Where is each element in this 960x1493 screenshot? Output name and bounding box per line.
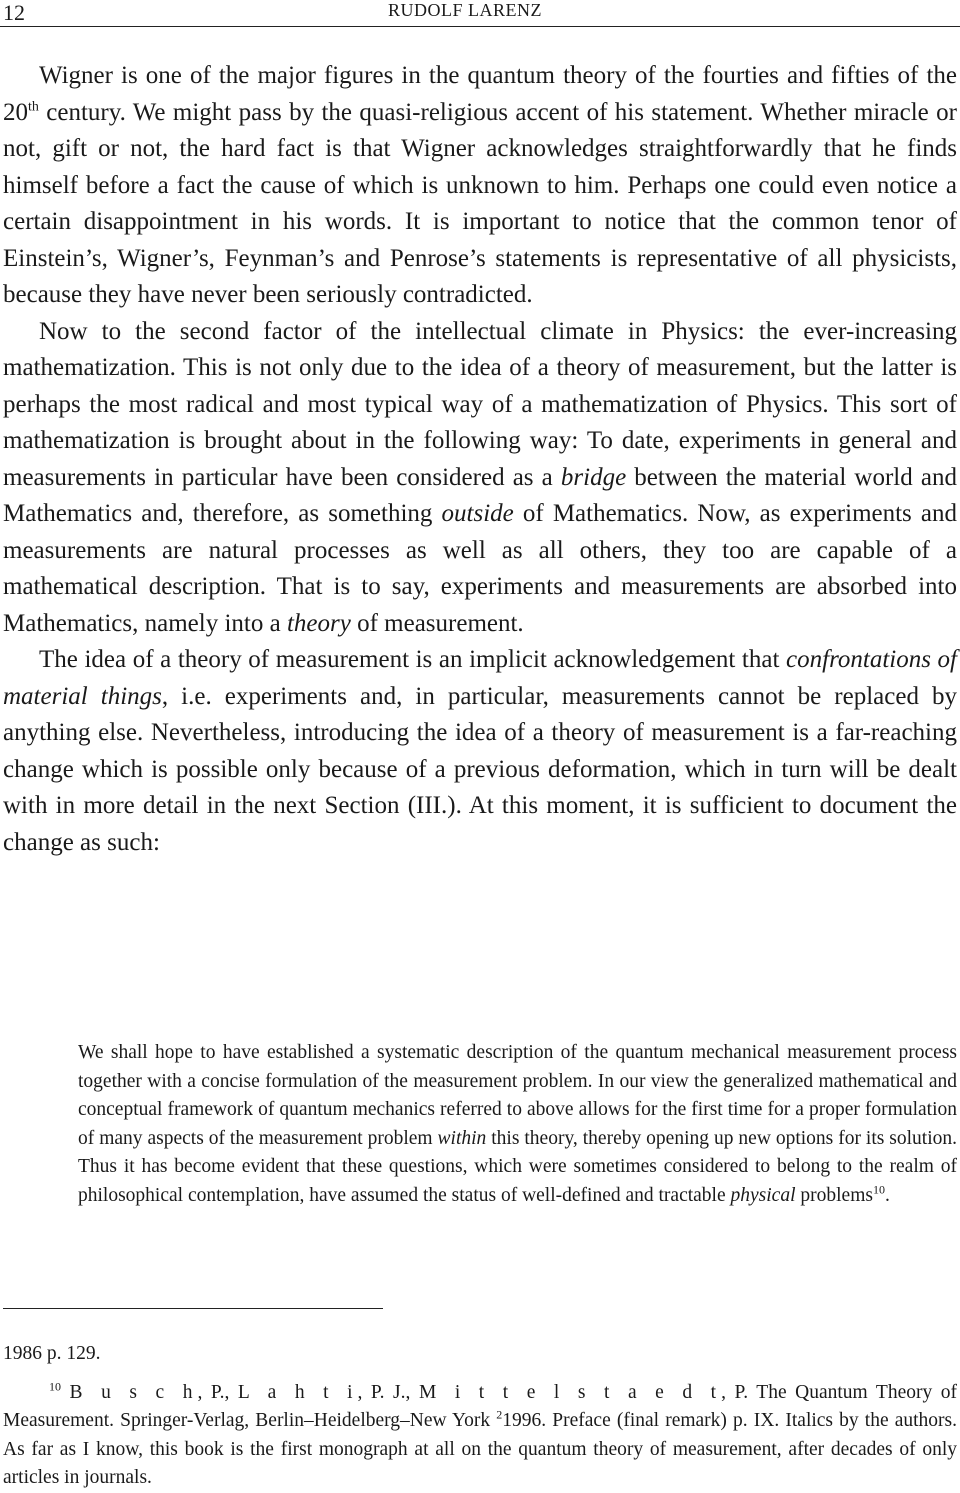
author-busch: B u s c h [69,1381,198,1403]
paragraph-2-text-a: Now to the second factor of the intellectual climate in Physics: the ever-increasing mathematization. This is not only due to the idea of a theory of measurement, but the latter is perhaps the most radical and most typical way of a mathematization of Physics. This sort of mathematization is brought about in the following way: To date, experiments in general and measurements in particular have been considered as a [3,317,957,491]
paragraph-3-text-b: , i.e. experiments and, in particular, measurements cannot be replaced by anything else. Nevertheless, introducing the idea of a theory of measurement is a far-reaching change which is possible only because of a previous deformation, which in turn will be dealt with in more detail in the next Section (III.). At this moment, it is sufficient to document the change as such: [3,682,958,856]
emphasis-bridge: bridge [560,463,627,491]
ordinal-suffix: th [28,99,39,115]
paragraph-1 [3,58,957,314]
footnote-text-b: , P. J., [357,1381,419,1403]
footnote-text-d: 1996. Preface (final remark) p. IX. Italics by the authors. As far as I know, this book is the first monograph at all on the quantum theory of measurement, after decades of only articles in journals. [3,1410,958,1488]
block-quote [78,1039,957,1211]
emphasis-confrontations: confrontations of material things [3,646,957,710]
paragraph-2-text-b: between the material world and Mathematics and, therefore, as something [3,463,957,527]
paragraph-1-text-b: century. We might pass by the quasi-religious accent of his statement. Whether miracle or not, gift or not, the hard fact is that Wigner acknowledges straightforwardly that he finds himself before a fact the cause of which is unknown to him. Perhaps one could even notice a certain disappointment in his words. It is important to notice that the common tenor of Einstein’s, Wigner’s, Feynman’s and Penrose’s statements is representative of all physicists, because they have never been seriously contradicted. [3,98,957,308]
footnote-text-a: , P., [197,1381,238,1403]
quote-text-b: this theory, thereby opening up new options for its solution. Thus it has become evident that these questions, which were sometimes considered to belong to the realm of philosophical contemplation, have assumed the status of well-defined and tractable [78,1127,957,1206]
emphasis-theory: theory [286,609,351,637]
running-head: RUDOLF LARENZ [388,0,542,20]
paragraph-1-text-a: Wigner is one of the major figures in the quantum theory of the fourties and fifties of the 20 [3,62,957,126]
quote-text-d: . [884,1184,890,1206]
paragraph-3-text-a: The idea of a theory of measurement is an implicit acknowledgement that [39,646,787,673]
footnote-10 [3,1379,957,1493]
footnotes [3,1340,957,1493]
emphasis-outside: outside [441,500,514,527]
edition-superscript: 2 [496,1407,503,1422]
paragraph-2-text-d: of measurement. [350,609,524,637]
footnote-ref-10[interactable]: 10 [872,1182,885,1197]
author-lahti: L a h t i [237,1381,358,1403]
quote-text-c: problems [795,1184,873,1206]
footnote-divider [3,1308,383,1309]
author-mittelstaedt: M i t t e l s t a e d t [418,1381,722,1403]
quote-text-a: We shall hope to have established a systematic description of the quantum mechanical measurement process together with a concise formulation of the measurement problem. In our view the generalized mathematical and conceptual framework of quantum mechanics referred to above allows for the first time for a proper formulation of many aspects of the measurement problem [78,1042,957,1149]
page-number: 12 [3,0,25,25]
emphasis-physical: physical [730,1184,796,1206]
paragraph-2-text-c: of Mathematics. Now, as experiments and measurements are natural processes as well as all others, they too are capable of a mathematical description. That is to say, experiments and measurements are absorbed into Mathematics, namely into a [3,500,958,637]
page-header [0,0,960,27]
paragraph-2 [3,314,957,643]
footnote-text-c: , P. The Quantum Theory of Measurement. Springer-Verlag, Berlin–Heidelberg–New York [3,1381,958,1431]
footnote-marker: 10 [49,1379,61,1393]
paragraph-3 [3,642,957,861]
footnote-continuation: 1986 p. 129. [3,1343,101,1364]
emphasis-within: within [437,1127,487,1149]
main-text [3,58,957,861]
